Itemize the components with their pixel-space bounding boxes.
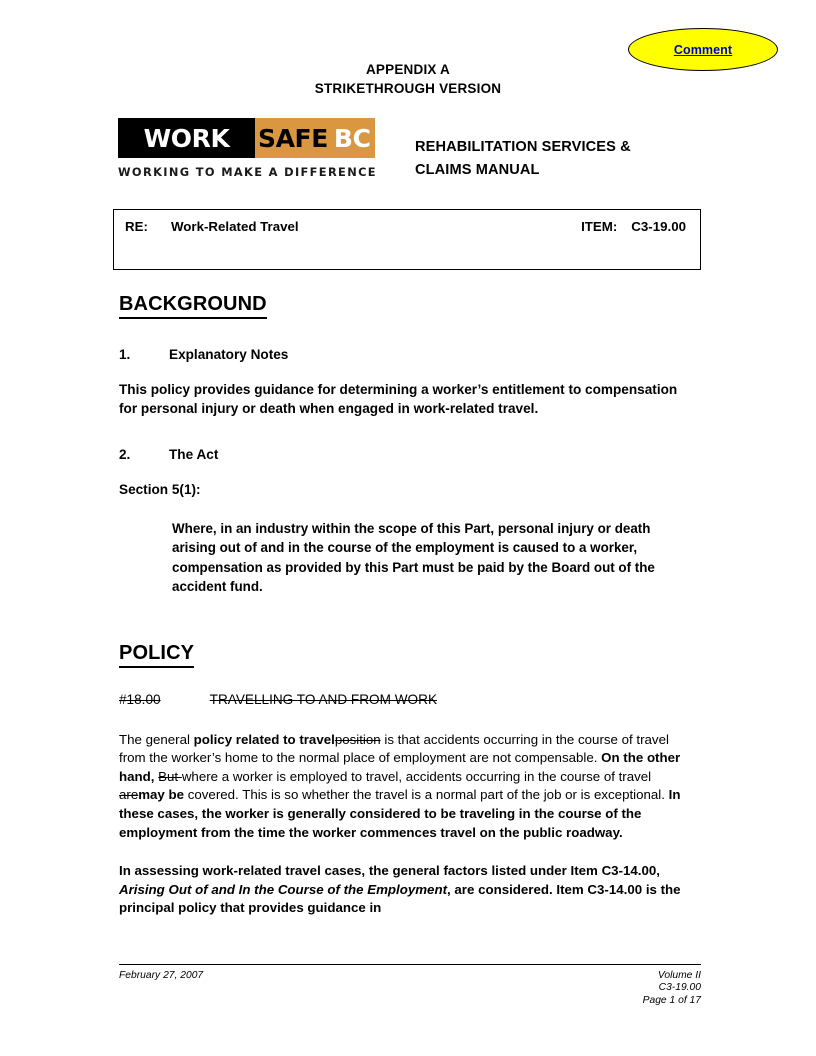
re-value: Work-Related Travel <box>171 219 299 234</box>
logo-word-bc: BC <box>333 123 371 153</box>
background-item-2 <box>119 447 691 462</box>
pp1-delete-but: But <box>158 768 182 784</box>
background-item-1-number: 1. <box>119 347 131 362</box>
background-heading: BACKGROUND <box>119 292 267 319</box>
background-item-2-number: 2. <box>119 446 131 462</box>
footer-page: Page 1 of 17 <box>642 994 701 1006</box>
logo-word-work: WORK <box>143 123 230 153</box>
item-label: ITEM: <box>581 219 618 234</box>
manual-title <box>415 136 715 182</box>
pp1-insert-policy-related-to-travel: policy related to travel <box>193 731 335 747</box>
pp1-s1: The general <box>119 731 194 747</box>
re-item-row <box>114 210 700 234</box>
footer-item: C3-19.00 <box>658 982 701 994</box>
pp1-insert-in-these-cases: In these cases, the worker is generally considered to be traveling in the course of the employment from the time the worker commences travel on the public roadway. <box>119 787 681 840</box>
pp1-delete-are: are <box>119 787 139 803</box>
policy-paragraph-2 <box>119 862 691 918</box>
footer-volume: Volume II <box>657 970 701 981</box>
worksafebc-logo <box>118 118 377 179</box>
appendix-header <box>0 60 816 98</box>
policy-paragraph-1 <box>119 731 691 843</box>
pp1-insert-may-be: may be <box>138 787 185 803</box>
logo-word-safe: SAFE <box>258 123 328 153</box>
pp1-s8: where a worker is employed to travel, accidents occurring in the course of travel <box>181 768 652 784</box>
pp1-s11: covered. This is so whether the travel is a normal part of the job or is exceptional. <box>184 787 669 803</box>
document-content <box>119 292 691 918</box>
pp2-s1: In assessing work-related travel cases, the general factors listed under Item C3-14.00, <box>119 863 660 879</box>
pp2-italic-title: Arising Out of and In the Course of the Employment <box>119 881 448 897</box>
manual-title-line1: REHABILITATION SERVICES & <box>415 139 631 155</box>
pp1-s4: is that accidents occurring in the course of travel from the worker’s home to the normal place of employment are not compensable. <box>119 731 669 766</box>
logo-tagline: WORKING TO MAKE A DIFFERENCE <box>118 165 377 179</box>
footer-right-block <box>643 970 701 1007</box>
logo-left-panel <box>118 118 255 158</box>
struck-policy-heading: #18.00 TRAVELLING TO AND FROM WORK <box>119 691 438 707</box>
footer-date: February 27, 2007 <box>119 970 204 981</box>
background-heading-wrap <box>119 292 691 319</box>
comment-link[interactable]: Comment <box>673 42 733 57</box>
appendix-header-line1: APPENDIX A <box>365 62 450 77</box>
act-section-quote: Where, in an industry within the scope of this Part, personal injury or death arising out of and in the course of the employment is caused to a worker, compensation as provided by this Part must be paid by the Board out of the accident fund. <box>172 520 655 595</box>
item-value: C3-19.00 <box>631 219 686 234</box>
background-item-1-paragraph: This policy provides guidance for determining a worker’s entitlement to compensation for personal injury or death when engaged in work-related travel. <box>119 382 678 417</box>
policy-heading: POLICY <box>119 641 194 668</box>
logo-bar <box>118 118 371 158</box>
pp2-s3: , are considered. Item C3-14.00 is the principal policy that provides guidance in <box>119 881 681 916</box>
pp1-insert-on-the-other-hand: On the other hand, <box>119 750 681 784</box>
page-footer <box>119 964 701 1007</box>
re-item-box <box>113 209 701 270</box>
appendix-header-line2: STRIKETHROUGH VERSION <box>314 81 502 96</box>
background-item-1 <box>119 347 691 362</box>
policy-heading-wrap <box>119 597 691 668</box>
logo-right-panel <box>255 118 375 158</box>
manual-title-line2: CLAIMS MANUAL <box>415 162 540 178</box>
struck-policy-heading-wrap <box>119 668 691 709</box>
re-label: RE: <box>125 219 148 234</box>
background-item-1-title: Explanatory Notes <box>169 347 289 362</box>
act-section-label: Section 5(1): <box>119 481 201 497</box>
pp1-delete-position: position <box>334 731 381 747</box>
background-item-2-title: The Act <box>169 446 219 462</box>
